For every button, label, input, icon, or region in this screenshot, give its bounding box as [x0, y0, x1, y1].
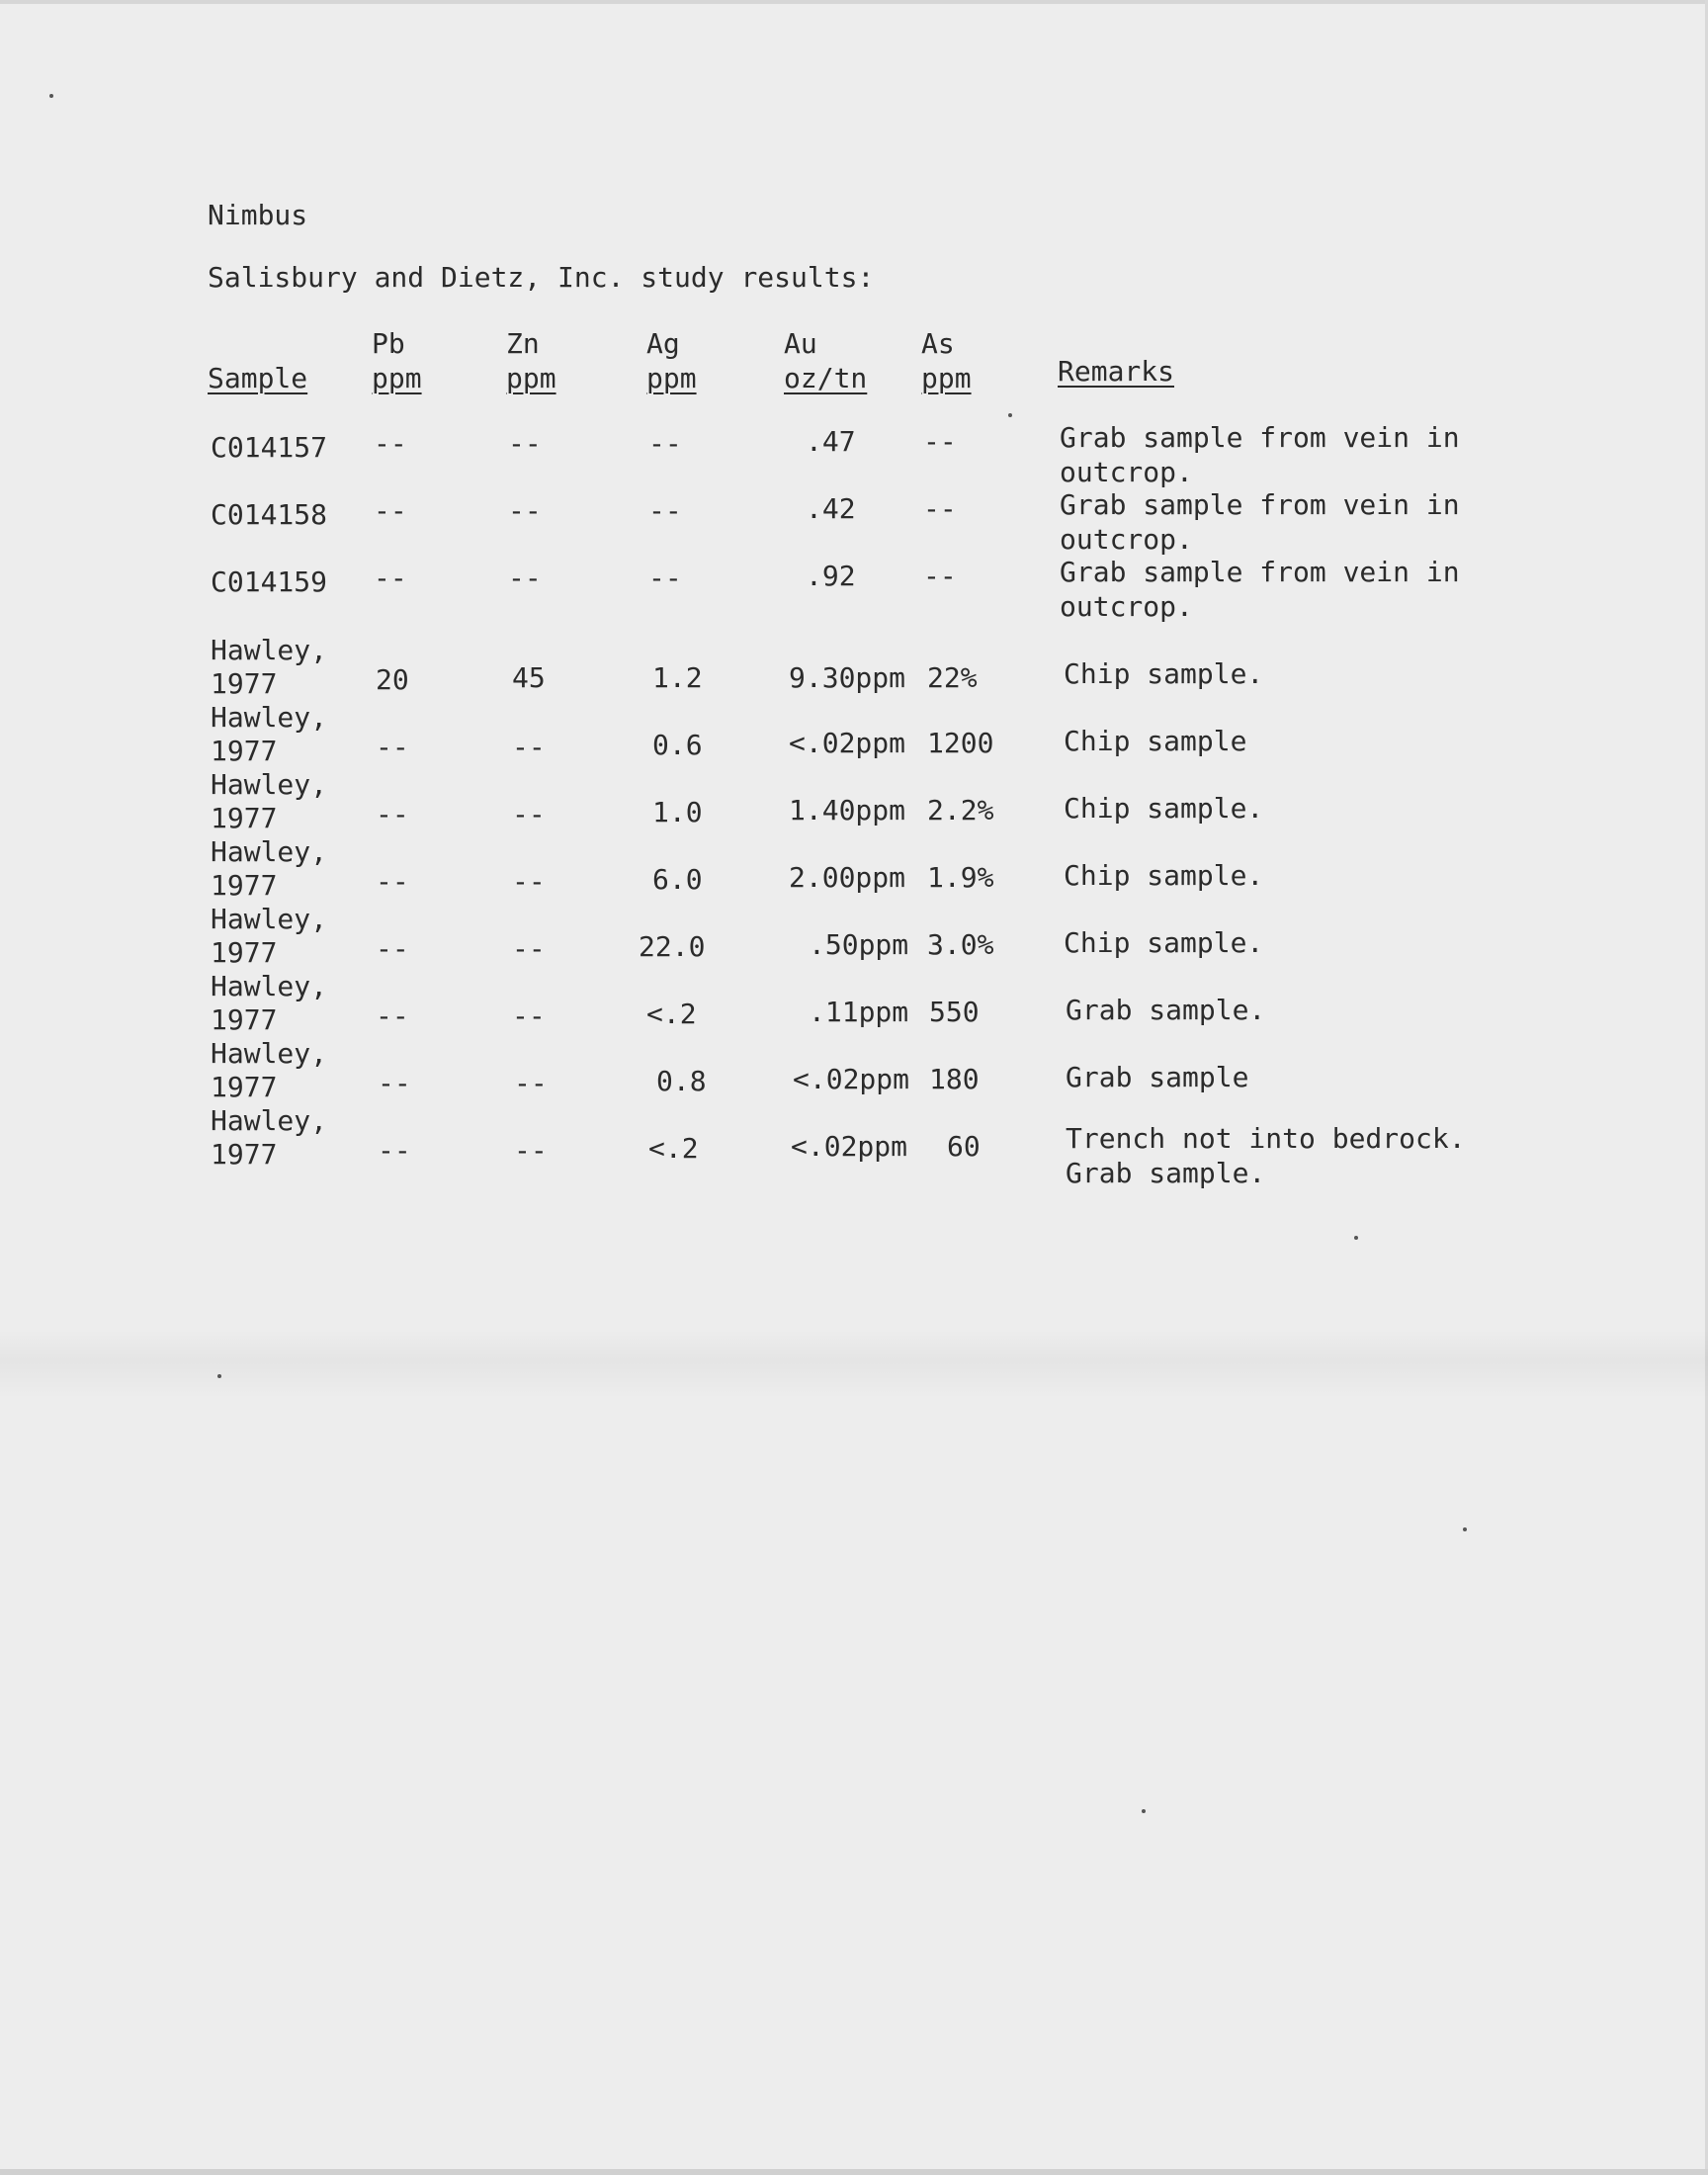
header-remarks: Remarks: [1058, 355, 1175, 388]
cell-remarks-line: Grab sample.: [1066, 1157, 1266, 1189]
header-sample: Sample: [208, 362, 308, 394]
cell-as: 180: [929, 1063, 980, 1095]
cell-as: --: [923, 560, 957, 592]
header-pb-unit: ppm: [372, 362, 422, 394]
cell-remarks-line: outcrop.: [1060, 590, 1193, 623]
scan-speck: [1354, 1236, 1358, 1240]
cell-au: .47: [806, 425, 856, 458]
cell-sample-line: 1977: [211, 936, 278, 969]
cell-ag: 0.8: [656, 1065, 707, 1097]
cell-sample-line: 1977: [211, 735, 278, 767]
cell-pb: --: [374, 562, 407, 594]
cell-remarks-line: Trench not into bedrock.: [1066, 1122, 1466, 1155]
cell-as: 60: [947, 1130, 981, 1163]
cell-remarks-line: Chip sample: [1064, 725, 1247, 757]
header-zn-element: Zn: [506, 327, 540, 360]
cell-pb: --: [376, 865, 409, 898]
cell-ag: 1.2: [652, 661, 703, 694]
cell-remarks-line: Chip sample.: [1064, 859, 1264, 892]
cell-au: <.02ppm: [791, 1130, 908, 1163]
cell-au: 1.40ppm: [789, 794, 906, 826]
page-edge-top: [0, 0, 1708, 4]
cell-zn: --: [508, 562, 542, 594]
document-subtitle: Salisbury and Dietz, Inc. study results:: [208, 261, 875, 294]
cell-ag: 1.0: [652, 796, 703, 828]
cell-au: .50ppm: [809, 928, 909, 961]
cell-sample: C014159: [211, 566, 328, 598]
cell-remarks-line: Grab sample: [1066, 1061, 1249, 1093]
header-pb-element: Pb: [372, 327, 405, 360]
cell-as: 3.0%: [927, 928, 994, 961]
cell-sample: C014158: [211, 498, 328, 531]
page-edge-bottom: [0, 2169, 1708, 2175]
cell-sample-line: Hawley,: [211, 903, 328, 935]
cell-zn: --: [508, 427, 542, 460]
cell-zn: --: [512, 1000, 546, 1032]
bleed-through-shadow: [0, 1330, 1708, 1399]
cell-ag: --: [648, 427, 682, 460]
header-as-element: As: [921, 327, 955, 360]
scan-speck: [217, 1374, 221, 1378]
cell-pb: --: [378, 1134, 411, 1167]
cell-ag: <.2: [648, 1132, 699, 1165]
cell-as: 1200: [927, 727, 994, 759]
cell-ag: 22.0: [639, 930, 706, 963]
header-au-unit: oz/tn: [784, 362, 868, 394]
cell-pb: 20: [376, 663, 409, 696]
cell-as: 2.2%: [927, 794, 994, 826]
cell-au: <.02ppm: [789, 727, 906, 759]
cell-au: 2.00ppm: [789, 861, 906, 894]
scan-speck: [49, 94, 53, 98]
cell-remarks-line: Grab sample from vein in: [1060, 556, 1460, 588]
scan-speck: [1142, 1809, 1146, 1813]
scan-speck: [1463, 1527, 1467, 1531]
cell-remarks-line: outcrop.: [1060, 456, 1193, 488]
cell-remarks-line: Chip sample.: [1064, 926, 1264, 959]
cell-remarks-line: Grab sample.: [1066, 994, 1266, 1026]
cell-as: 550: [929, 996, 980, 1028]
cell-zn: --: [512, 798, 546, 830]
cell-zn: 45: [512, 661, 546, 694]
cell-zn: --: [508, 494, 542, 527]
cell-zn: --: [512, 731, 546, 763]
cell-sample-line: Hawley,: [211, 970, 328, 1002]
cell-zn: --: [514, 1067, 548, 1099]
cell-sample-line: Hawley,: [211, 1104, 328, 1137]
cell-as: 1.9%: [927, 861, 994, 894]
cell-sample-line: 1977: [211, 1071, 278, 1103]
cell-ag: 6.0: [652, 863, 703, 896]
cell-remarks-line: Chip sample.: [1064, 792, 1264, 825]
cell-sample-line: 1977: [211, 1138, 278, 1171]
cell-as: 22%: [927, 661, 978, 694]
cell-remarks-line: Grab sample from vein in: [1060, 488, 1460, 521]
cell-zn: --: [512, 932, 546, 965]
cell-pb: --: [374, 494, 407, 527]
cell-zn: --: [512, 865, 546, 898]
header-ag-element: Ag: [646, 327, 680, 360]
cell-ag: --: [648, 562, 682, 594]
cell-sample-line: Hawley,: [211, 1037, 328, 1070]
cell-sample-line: Hawley,: [211, 768, 328, 801]
cell-au: .92: [806, 560, 856, 592]
cell-au: .42: [806, 492, 856, 525]
cell-au: 9.30ppm: [789, 661, 906, 694]
scan-speck: [1008, 413, 1012, 417]
cell-sample-line: Hawley,: [211, 634, 328, 666]
header-as-unit: ppm: [921, 362, 972, 394]
document-title: Nimbus: [208, 199, 308, 231]
cell-pb: --: [376, 798, 409, 830]
cell-sample-line: 1977: [211, 869, 278, 902]
cell-pb: --: [376, 731, 409, 763]
cell-sample-line: Hawley,: [211, 835, 328, 868]
cell-sample-line: 1977: [211, 667, 278, 700]
header-zn-unit: ppm: [506, 362, 556, 394]
cell-pb: --: [378, 1067, 411, 1099]
cell-as: --: [923, 492, 957, 525]
cell-sample-line: 1977: [211, 802, 278, 834]
cell-pb: --: [374, 427, 407, 460]
cell-ag: 0.6: [652, 729, 703, 761]
cell-zn: --: [514, 1134, 548, 1167]
header-au-element: Au: [784, 327, 817, 360]
cell-as: --: [923, 425, 957, 458]
cell-remarks-line: Chip sample.: [1064, 657, 1264, 690]
cell-sample: C014157: [211, 431, 328, 464]
cell-au: .11ppm: [809, 996, 909, 1028]
cell-sample-line: Hawley,: [211, 701, 328, 734]
cell-remarks-line: outcrop.: [1060, 523, 1193, 556]
header-ag-unit: ppm: [646, 362, 697, 394]
cell-ag: <.2: [646, 998, 697, 1030]
cell-pb: --: [376, 1000, 409, 1032]
cell-ag: --: [648, 494, 682, 527]
cell-remarks-line: Grab sample from vein in: [1060, 421, 1460, 454]
cell-pb: --: [376, 932, 409, 965]
cell-sample-line: 1977: [211, 1003, 278, 1036]
cell-au: <.02ppm: [793, 1063, 910, 1095]
